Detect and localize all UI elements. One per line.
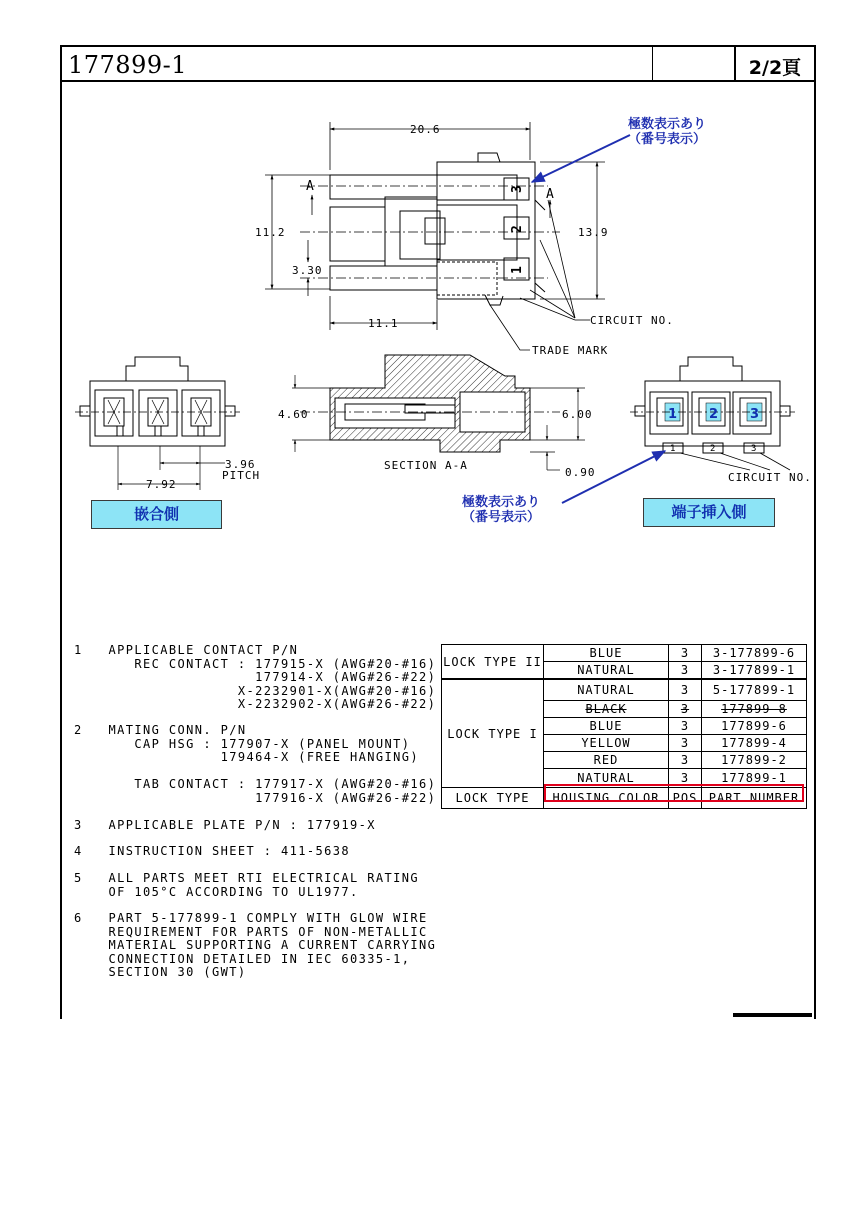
housing-color-cell: NATURAL xyxy=(544,769,669,788)
housing-color-cell: BLUE xyxy=(544,718,669,735)
header-lock-type: LOCK TYPE xyxy=(442,788,544,809)
part-number-cell: 3-177899-1 xyxy=(702,662,807,680)
section-title: SECTION A-A xyxy=(384,459,468,472)
terminal-side-label: 端子挿入側 xyxy=(643,498,775,527)
dim-pitch-label: PITCH xyxy=(222,469,261,482)
slot-1-label: 1 xyxy=(670,444,676,454)
pos-cell: 3 xyxy=(669,701,702,718)
lock-type-ii-cell: LOCK TYPE II xyxy=(442,645,544,680)
dim-height-right: 13.9 xyxy=(578,226,609,239)
pole-marking-callout-top: 極数表示あり （番号表示） xyxy=(628,117,707,147)
pos-cell: 3 xyxy=(669,679,702,701)
dim-overall-length: 20.6 xyxy=(410,123,441,136)
note-2: 2 MATING CONN. P/N CAP HSG : 177907-X (PANEL MOUNT) 179464-X (FREE HANGING) TAB CONTACT : 177917-X (AWG#20-#16) 177916-X (AWG#26-#22) xyxy=(74,723,437,805)
pole-marking-callout-bottom: 極数表示あり （番号表示） xyxy=(462,495,541,525)
housing-color-cell: RED xyxy=(544,752,669,769)
terminal-circuit-1: 1 xyxy=(668,407,678,422)
pos-cell: 3 xyxy=(669,662,702,680)
pos-cell: 3 xyxy=(669,645,702,662)
circuit-no-label-bottom: CIRCUIT NO. xyxy=(728,471,812,484)
pos-cell: 3 xyxy=(669,769,702,788)
dim-section-left: 4.60 xyxy=(278,408,309,421)
notes-section xyxy=(74,643,437,979)
part-number-title: 177899-1 xyxy=(68,51,187,79)
note-4: 4 INSTRUCTION SHEET : 411-5638 xyxy=(74,844,350,858)
dim-pitch-offset: 3.30 xyxy=(292,264,323,277)
lock-type-i-cell: LOCK TYPE I xyxy=(442,679,544,788)
slot-3-label: 3 xyxy=(751,444,757,454)
part-number-cell: 177899-2 xyxy=(702,752,807,769)
frame-corner-bar xyxy=(733,1013,812,1017)
highlighted-row-box xyxy=(544,784,804,802)
header-part-number: PART NUMBER xyxy=(702,788,807,809)
part-number-cell: 5-177899-1 xyxy=(702,679,807,701)
header-housing-color: HOUSING COLOR xyxy=(544,788,669,809)
housing-color-cell: YELLOW xyxy=(544,735,669,752)
pos-cell: 3 xyxy=(669,735,702,752)
terminal-circuit-2: 2 xyxy=(709,407,719,422)
note-3: 3 APPLICABLE PLATE P/N : 177919-X xyxy=(74,818,376,832)
circuit-3-mark: 3 xyxy=(510,185,525,193)
mating-side-label: 嵌合側 xyxy=(91,500,222,529)
housing-color-cell: NATURAL xyxy=(544,662,669,680)
note-6: 6 PART 5-177899-1 COMPLY WITH GLOW WIRE REQUIREMENT FOR PARTS OF NON-METALLIC MATERIAL SUPPORTING A CURRENT CARRYING CONNECTION DETAILED IN IEC 60335-1, SECTION 30 (GWT) xyxy=(74,911,437,979)
dim-span: 7.92 xyxy=(146,478,177,491)
part-number-cell: 177899-1 xyxy=(702,769,807,788)
page-indicator: 2/2頁 xyxy=(748,57,802,79)
dim-body-length: 11.1 xyxy=(368,317,399,330)
mating-side-view xyxy=(80,357,235,446)
part-number-cell: 177899-4 xyxy=(702,735,807,752)
slot-2-label: 2 xyxy=(710,444,716,454)
note-1: 1 APPLICABLE CONTACT P/N REC CONTACT : 177915-X (AWG#20-#16) 177914-X (AWG#26-#22) X-2232901-X(AWG#20-#16) X-2232902-X(AWG#26-#22) xyxy=(74,643,437,711)
circuit-2-mark: 2 xyxy=(510,225,525,233)
terminal-circuit-3: 3 xyxy=(750,407,760,422)
dim-pitch: 3.96 xyxy=(225,458,256,471)
housing-color-cell: NATURAL xyxy=(544,679,669,701)
table-row xyxy=(442,645,807,662)
dim-section-step: 0.90 xyxy=(565,466,596,479)
section-view xyxy=(292,355,585,470)
section-a-left: A xyxy=(306,179,315,194)
part-number-cell: 177899-6 xyxy=(702,718,807,735)
header-pos: POS xyxy=(669,788,702,809)
part-number-cell: 3-177899-6 xyxy=(702,645,807,662)
note-5: 5 ALL PARTS MEET RTI ELECTRICAL RATING OF 105°C ACCORDING TO UL1977. xyxy=(74,871,419,899)
dim-section-right: 6.00 xyxy=(562,408,593,421)
circuit-1-mark: 1 xyxy=(510,266,525,274)
table-row xyxy=(442,679,807,701)
circuit-no-label: CIRCUIT NO. xyxy=(590,314,674,327)
trade-mark-label: TRADE MARK xyxy=(532,344,609,357)
pos-cell: 3 xyxy=(669,752,702,769)
part-number-cell: 177899-8 xyxy=(702,701,807,718)
housing-color-cell: BLUE xyxy=(544,645,669,662)
housing-color-cell: BLACK xyxy=(544,701,669,718)
pos-cell: 3 xyxy=(669,718,702,735)
dim-height-left: 11.2 xyxy=(255,226,286,239)
section-a-right: A xyxy=(546,187,555,202)
